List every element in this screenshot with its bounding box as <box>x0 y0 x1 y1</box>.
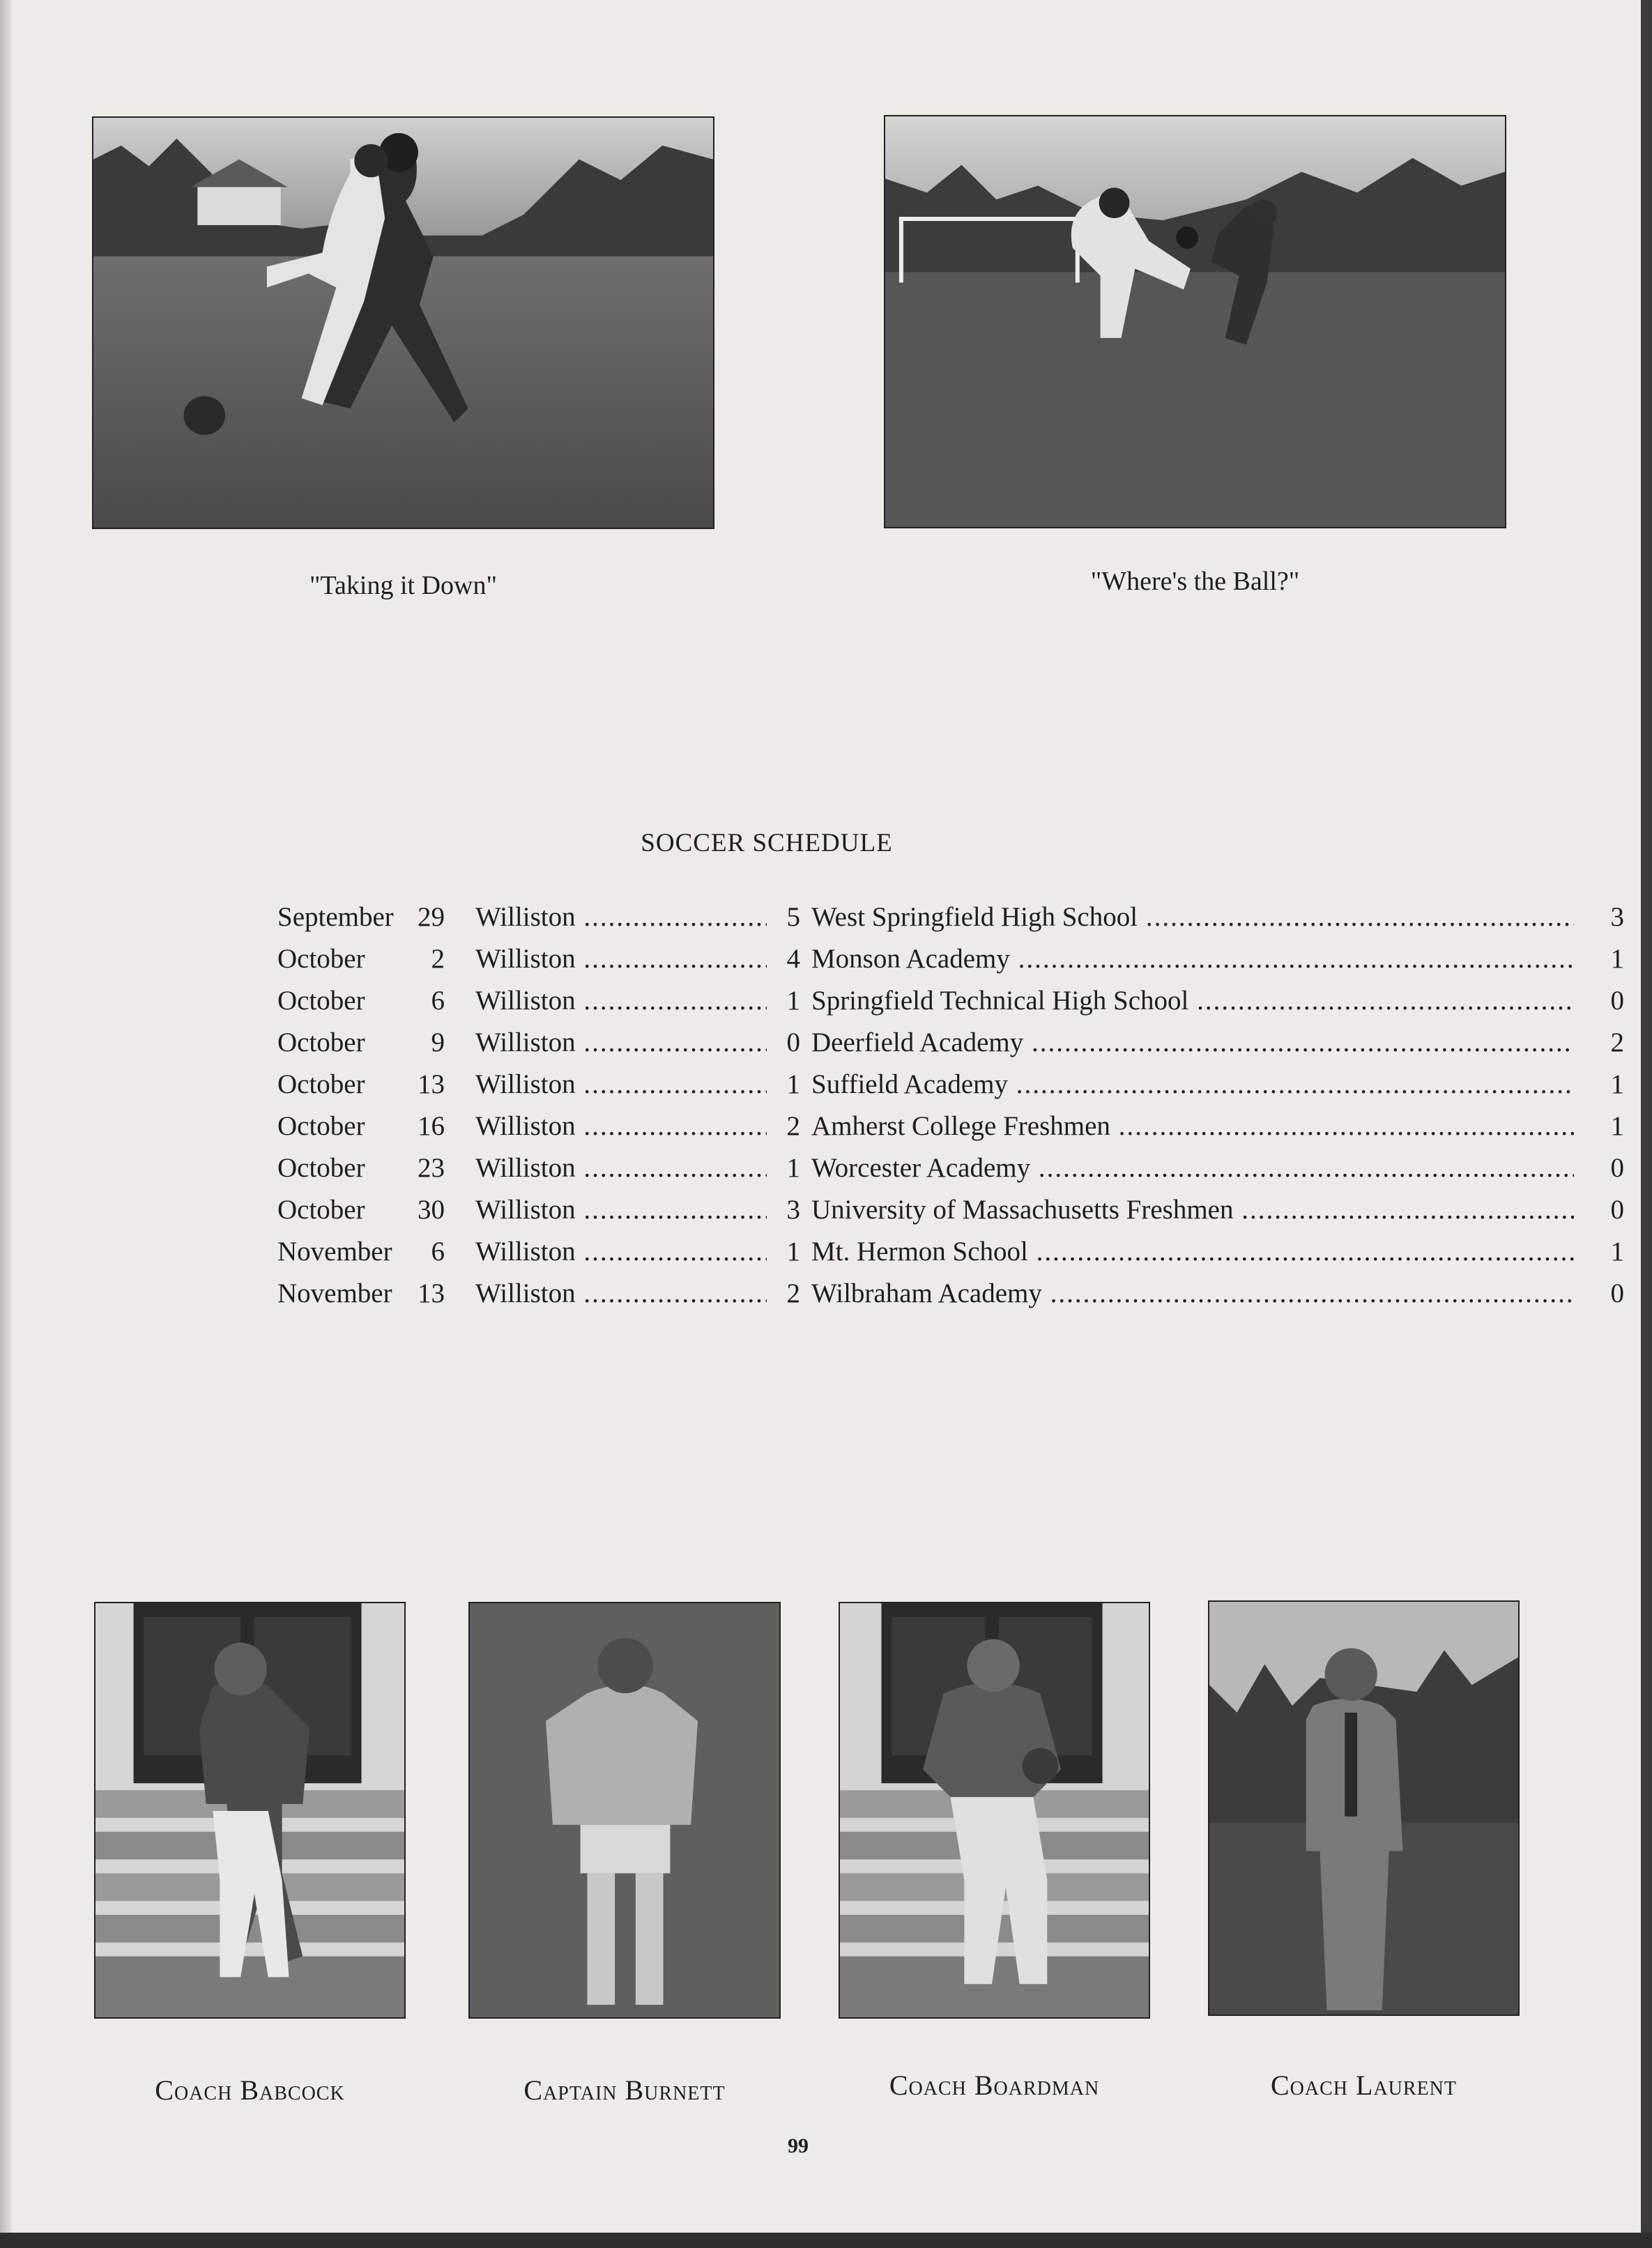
game-day: 23 <box>418 1153 445 1183</box>
home-score: 1 <box>767 1236 800 1268</box>
home-score: 2 <box>767 1110 800 1142</box>
page-edge-bottom <box>0 2233 1652 2248</box>
game-month: October <box>277 1195 365 1225</box>
schedule-row <box>277 1194 1624 1236</box>
home-team: Williston ..... <box>475 901 783 933</box>
photo-taking-it-down <box>92 116 714 529</box>
home-team: Williston ..... <box>475 943 783 975</box>
opponent-score: 1 <box>1574 1236 1624 1268</box>
home-team: Williston ..... <box>475 1152 783 1184</box>
soccer-schedule-table <box>277 901 1624 1320</box>
portrait-coach-laurent <box>1208 1600 1520 2016</box>
home-team: Williston ..... <box>475 1027 783 1059</box>
schedule-row <box>277 1236 1624 1278</box>
page-number: 99 <box>788 2134 809 2157</box>
game-day: 30 <box>418 1195 445 1225</box>
game-month: October <box>277 986 365 1016</box>
game-month: November <box>277 1278 392 1308</box>
opponent-team: Amherst College Freshmen ..... <box>811 1110 1585 1142</box>
home-score: 0 <box>767 1027 800 1059</box>
home-team: Williston ..... <box>475 985 783 1017</box>
opponent-score: 1 <box>1574 943 1624 975</box>
photo-wheres-the-ball <box>884 115 1506 528</box>
caption-coach-babcock: Coach Babcock <box>155 2074 345 2106</box>
caption-coach-laurent: Coach Laurent <box>1271 2070 1457 2101</box>
home-score: 1 <box>767 985 800 1017</box>
game-month: November <box>277 1237 392 1267</box>
opponent-score: 3 <box>1574 901 1624 933</box>
home-team: Williston ..... <box>475 1110 783 1142</box>
game-month: October <box>277 1027 365 1057</box>
opponent-team: University of Massachusetts Freshmen ..... <box>811 1194 1585 1226</box>
game-month: October <box>277 1153 365 1183</box>
portrait-coach-babcock <box>94 1602 406 2019</box>
opponent-team: Deerfield Academy ..... <box>811 1027 1585 1059</box>
home-team: Williston ..... <box>475 1236 783 1268</box>
opponent-team: West Springfield High School ..... <box>811 901 1585 933</box>
game-month: October <box>277 1069 365 1099</box>
game-day: 6 <box>431 986 445 1016</box>
caption-captain-burnett: Captain Burnett <box>523 2074 726 2106</box>
opponent-score: 2 <box>1574 1027 1624 1059</box>
home-score: 1 <box>767 1069 800 1101</box>
caption-coach-boardman: Coach Boardman <box>889 2070 1100 2101</box>
opponent-score: 0 <box>1574 985 1624 1017</box>
opponent-team: Springfield Technical High School ..... <box>811 985 1585 1017</box>
home-team: Williston ..... <box>475 1278 783 1310</box>
home-score: 3 <box>767 1194 800 1226</box>
home-score: 2 <box>767 1278 800 1310</box>
caption-taking-it-down: "Taking it Down" <box>309 571 497 600</box>
opponent-score: 0 <box>1574 1194 1624 1226</box>
home-score: 4 <box>767 943 800 975</box>
schedule-row <box>277 943 1624 985</box>
opponent-score: 1 <box>1574 1069 1624 1101</box>
schedule-row <box>277 1278 1624 1320</box>
game-month: October <box>277 944 365 974</box>
home-team: Williston ..... <box>475 1069 783 1101</box>
opponent-score: 0 <box>1574 1152 1624 1184</box>
portrait-coach-boardman <box>839 1602 1150 2019</box>
game-day: 6 <box>431 1237 445 1267</box>
game-month: September <box>277 902 394 932</box>
schedule-row <box>277 1027 1624 1069</box>
home-score: 1 <box>767 1152 800 1184</box>
opponent-team: Suffield Academy ..... <box>811 1069 1585 1101</box>
schedule-row <box>277 1152 1624 1194</box>
game-day: 13 <box>418 1278 445 1308</box>
home-team: Williston ..... <box>475 1194 783 1226</box>
schedule-row <box>277 1110 1624 1152</box>
game-day: 29 <box>418 902 445 932</box>
binding-shadow <box>0 0 13 2248</box>
opponent-score: 1 <box>1574 1110 1624 1142</box>
game-day: 13 <box>418 1069 445 1099</box>
game-month: October <box>277 1111 365 1141</box>
opponent-team: Wilbraham Academy ..... <box>811 1278 1585 1310</box>
portrait-captain-burnett <box>468 1602 781 2019</box>
game-day: 2 <box>431 944 445 974</box>
home-score: 5 <box>767 901 800 933</box>
opponent-score: 0 <box>1574 1278 1624 1310</box>
opponent-team: Mt. Hermon School ..... <box>811 1236 1585 1268</box>
game-day: 16 <box>418 1111 445 1141</box>
schedule-row <box>277 1069 1624 1110</box>
page-edge-right <box>1641 0 1652 2248</box>
opponent-team: Monson Academy ..... <box>811 943 1585 975</box>
opponent-team: Worcester Academy ..... <box>811 1152 1585 1184</box>
caption-wheres-the-ball: "Where's the Ball?" <box>1090 567 1300 596</box>
game-day: 9 <box>431 1027 445 1057</box>
schedule-row <box>277 985 1624 1027</box>
schedule-title: SOCCER SCHEDULE <box>641 829 893 857</box>
schedule-row <box>277 901 1624 943</box>
